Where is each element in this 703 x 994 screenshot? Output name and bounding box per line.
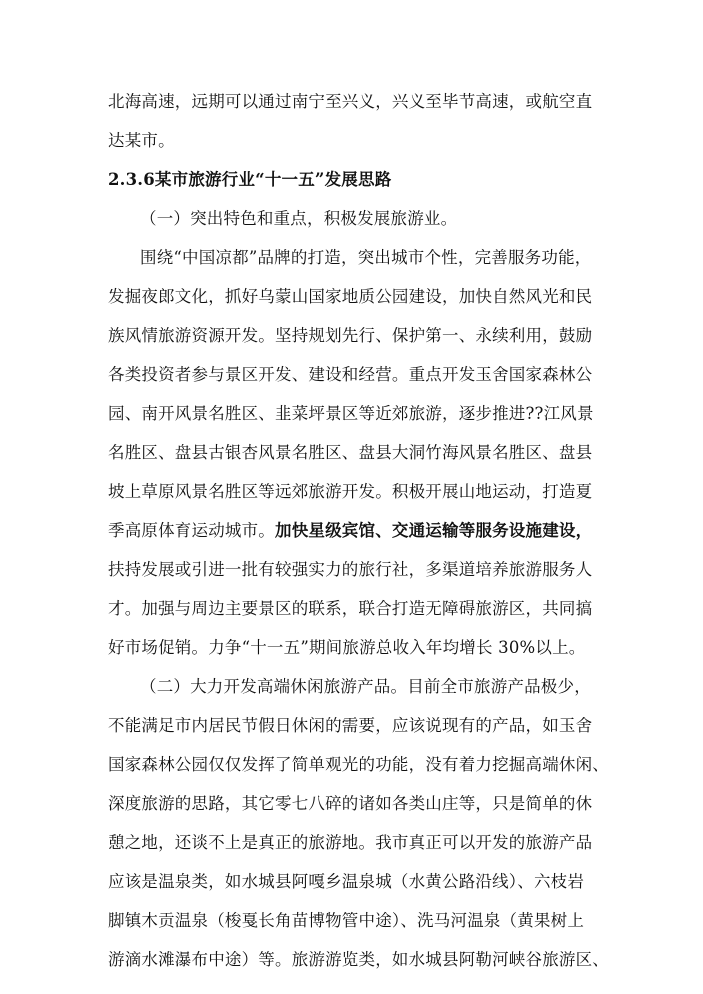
text-line: 国家森林公园仅仅发挥了简单观光的功能，没有着力挖掘高端休闲、 — [108, 755, 609, 774]
text-line: 游滴水滩瀑布中途）等。旅游游览类，如水城县阿勒河峡谷旅游区、 — [108, 950, 609, 969]
text-line: 深度旅游的思路，其它零七八碎的诸如各类山庄等，只是简单的休 — [108, 794, 593, 813]
text-line: 坡上草原风景名胜区等远郊旅游开发。积极开展山地运动，打造夏 — [108, 482, 593, 501]
text-line: 园、南开风景名胜区、韭菜坪景区等近郊旅游，逐步推进??江风景 — [108, 404, 594, 423]
text-line: 各类投资者参与景区开发、建设和经营。重点开发玉舍国家森林公 — [108, 365, 593, 384]
text-line: 名胜区、盘县古银杏风景名胜区、盘县大洞竹海风景名胜区、盘县 — [108, 443, 593, 462]
text-line — [108, 521, 598, 541]
text-line: （二）大力开发高端休闲旅游产品。目前全市旅游产品极少， — [140, 677, 591, 696]
section-heading: 2.3.6某市旅游行业“十一五”发展思路 — [108, 170, 392, 189]
text-line: 族风情旅游资源开发。坚持规划先行、保护第一、永续利用，鼓励 — [108, 326, 593, 345]
text-line: 扶持发展或引进一批有较强实力的旅行社，多渠道培养旅游服务人 — [108, 560, 593, 579]
text-line: 应该是温泉类，如水城县阿嘎乡温泉城（水黄公路沿线）、六枝岩 — [108, 872, 585, 891]
text-line: 达某市。 — [108, 131, 175, 150]
text-line: （一）突出特色和重点，积极发展旅游业。 — [140, 209, 458, 228]
text-line: 围绕“中国凉都”品牌的打造，突出城市个性，完善服务功能， — [140, 248, 592, 267]
text-line: 不能满足市内居民节假日休闲的需要，应该说现有的产品，如玉舍 — [108, 716, 593, 735]
text-line: 才。加强与周边主要景区的联系，联合打造无障碍旅游区，共同搞 — [108, 599, 593, 618]
text-segment: 季高原体育运动城市。 — [108, 521, 275, 540]
text-line: 脚镇木贡温泉（梭戛长角苗博物管中途）、洗马河温泉（黄果树上 — [108, 911, 585, 930]
bold-text-segment: 加快星级宾馆、交通运输等服务设施建设， — [275, 521, 593, 540]
text-line: 憩之地，还谈不上是真正的旅游地。我市真正可以开发的旅游产品 — [108, 833, 593, 852]
text-line: 好市场促销。力争“十一五”期间旅游总收入年均增长 30%以上。 — [108, 638, 586, 657]
text-line: 北海高速，远期可以通过南宁至兴义，兴义至毕节高速，或航空直 — [108, 92, 593, 111]
text-line: 发掘夜郎文化，抓好乌蒙山国家地质公园建设，加快自然风光和民 — [108, 287, 593, 306]
